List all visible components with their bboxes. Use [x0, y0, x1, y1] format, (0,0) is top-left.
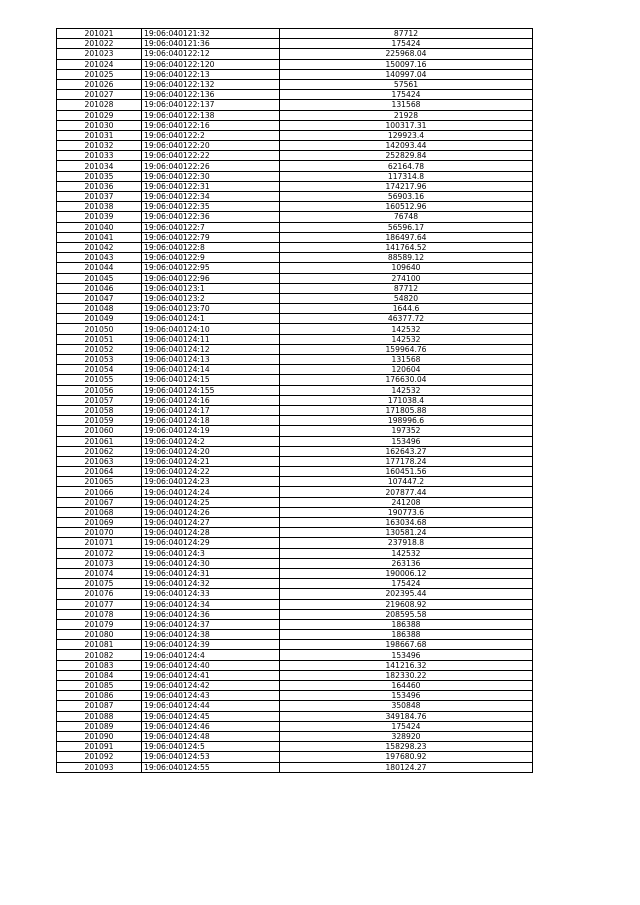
value-cell: 174217.96	[280, 181, 533, 191]
row-number-cell: 201023	[57, 49, 142, 59]
table-row	[57, 497, 533, 507]
table-row	[57, 100, 533, 110]
row-number-cell: 201072	[57, 548, 142, 558]
value-cell: 109640	[280, 263, 533, 273]
table-row	[57, 49, 533, 59]
cadastral-number-cell: 19:06:040124:46	[142, 721, 280, 731]
row-number-cell: 201050	[57, 324, 142, 334]
row-number-cell: 201078	[57, 609, 142, 619]
data-table	[56, 28, 533, 773]
value-cell: 176630.04	[280, 375, 533, 385]
table-row	[57, 242, 533, 252]
row-number-cell: 201052	[57, 344, 142, 354]
row-number-cell: 201092	[57, 752, 142, 762]
cadastral-number-cell: 19:06:040122:35	[142, 202, 280, 212]
value-cell: 21928	[280, 110, 533, 120]
cadastral-number-cell: 19:06:040122:36	[142, 212, 280, 222]
row-number-cell: 201071	[57, 538, 142, 548]
cadastral-number-cell: 19:06:040124:40	[142, 660, 280, 670]
value-cell: 130581.24	[280, 528, 533, 538]
row-number-cell: 201088	[57, 711, 142, 721]
value-cell: 142093.44	[280, 141, 533, 151]
row-number-cell: 201057	[57, 395, 142, 405]
table-row	[57, 151, 533, 161]
value-cell: 186497.64	[280, 232, 533, 242]
table-row	[57, 701, 533, 711]
cadastral-number-cell: 19:06:040124:33	[142, 589, 280, 599]
table-row	[57, 212, 533, 222]
row-number-cell: 201086	[57, 691, 142, 701]
table-row	[57, 477, 533, 487]
value-cell: 141764.52	[280, 242, 533, 252]
cadastral-number-cell: 19:06:040122:12	[142, 49, 280, 59]
row-number-cell: 201038	[57, 202, 142, 212]
cadastral-number-cell: 19:06:040124:28	[142, 528, 280, 538]
cadastral-number-cell: 19:06:040124:38	[142, 630, 280, 640]
table-row	[57, 59, 533, 69]
table-row	[57, 599, 533, 609]
row-number-cell: 201055	[57, 375, 142, 385]
table-row	[57, 395, 533, 405]
table-row	[57, 232, 533, 242]
row-number-cell: 201074	[57, 568, 142, 578]
table-row	[57, 202, 533, 212]
cadastral-number-cell: 19:06:040122:132	[142, 79, 280, 89]
cadastral-number-cell: 19:06:040124:20	[142, 446, 280, 456]
cadastral-number-cell: 19:06:040124:32	[142, 579, 280, 589]
table-row	[57, 609, 533, 619]
row-number-cell: 201027	[57, 90, 142, 100]
cadastral-number-cell: 19:06:040124:11	[142, 334, 280, 344]
cadastral-number-cell: 19:06:040122:79	[142, 232, 280, 242]
row-number-cell: 201061	[57, 436, 142, 446]
table-row	[57, 90, 533, 100]
row-number-cell: 201064	[57, 467, 142, 477]
value-cell: 142532	[280, 548, 533, 558]
row-number-cell: 201082	[57, 650, 142, 660]
row-number-cell: 201033	[57, 151, 142, 161]
table-row	[57, 579, 533, 589]
row-number-cell: 201054	[57, 365, 142, 375]
value-cell: 219608.92	[280, 599, 533, 609]
row-number-cell: 201037	[57, 192, 142, 202]
row-number-cell: 201089	[57, 721, 142, 731]
row-number-cell: 201063	[57, 456, 142, 466]
cadastral-number-cell: 19:06:040124:37	[142, 619, 280, 629]
value-cell: 159964.76	[280, 344, 533, 354]
value-cell: 162643.27	[280, 446, 533, 456]
value-cell: 171038.4	[280, 395, 533, 405]
cadastral-number-cell: 19:06:040124:36	[142, 609, 280, 619]
value-cell: 76748	[280, 212, 533, 222]
table-row	[57, 518, 533, 528]
table-row	[57, 355, 533, 365]
cadastral-number-cell: 19:06:040124:17	[142, 405, 280, 415]
cadastral-number-cell: 19:06:040122:120	[142, 59, 280, 69]
cadastral-number-cell: 19:06:040124:4	[142, 650, 280, 660]
row-number-cell: 201053	[57, 355, 142, 365]
table-row	[57, 324, 533, 334]
cadastral-number-cell: 19:06:040124:19	[142, 426, 280, 436]
table-row	[57, 344, 533, 354]
table-row	[57, 762, 533, 772]
cadastral-number-cell: 19:06:040124:39	[142, 640, 280, 650]
row-number-cell: 201028	[57, 100, 142, 110]
row-number-cell: 201039	[57, 212, 142, 222]
row-number-cell: 201034	[57, 161, 142, 171]
row-number-cell: 201042	[57, 242, 142, 252]
table-row	[57, 334, 533, 344]
table-row	[57, 731, 533, 741]
table-row	[57, 721, 533, 731]
table-row	[57, 130, 533, 140]
cadastral-number-cell: 19:06:040124:16	[142, 395, 280, 405]
table-row	[57, 110, 533, 120]
value-cell: 129923.4	[280, 130, 533, 140]
table-row	[57, 161, 533, 171]
cadastral-number-cell: 19:06:040124:23	[142, 477, 280, 487]
value-cell: 56903.16	[280, 192, 533, 202]
cadastral-number-cell: 19:06:040124:15	[142, 375, 280, 385]
cadastral-number-cell: 19:06:040122:9	[142, 253, 280, 263]
cadastral-number-cell: 19:06:040124:27	[142, 518, 280, 528]
cadastral-number-cell: 19:06:040124:21	[142, 456, 280, 466]
table-row	[57, 405, 533, 415]
cadastral-number-cell: 19:06:040124:43	[142, 691, 280, 701]
table-row	[57, 456, 533, 466]
table-row	[57, 650, 533, 660]
table-row	[57, 375, 533, 385]
row-number-cell: 201040	[57, 222, 142, 232]
cadastral-number-cell: 19:06:040124:45	[142, 711, 280, 721]
value-cell: 252829.84	[280, 151, 533, 161]
cadastral-number-cell: 19:06:040121:36	[142, 39, 280, 49]
cadastral-number-cell: 19:06:040123:2	[142, 293, 280, 303]
row-number-cell: 201083	[57, 660, 142, 670]
value-cell: 88589.12	[280, 253, 533, 263]
row-number-cell: 201076	[57, 589, 142, 599]
row-number-cell: 201043	[57, 253, 142, 263]
table-row	[57, 752, 533, 762]
row-number-cell: 201085	[57, 681, 142, 691]
table-row	[57, 141, 533, 151]
value-cell: 197680.92	[280, 752, 533, 762]
value-cell: 140997.04	[280, 69, 533, 79]
table-row	[57, 222, 533, 232]
value-cell: 120604	[280, 365, 533, 375]
table-row	[57, 742, 533, 752]
row-number-cell: 201091	[57, 742, 142, 752]
value-cell: 117314.8	[280, 171, 533, 181]
value-cell: 46377.72	[280, 314, 533, 324]
value-cell: 142532	[280, 334, 533, 344]
cadastral-number-cell: 19:06:040124:18	[142, 416, 280, 426]
value-cell: 131568	[280, 355, 533, 365]
table-row	[57, 39, 533, 49]
value-cell: 177178.24	[280, 456, 533, 466]
row-number-cell: 201032	[57, 141, 142, 151]
table-row	[57, 528, 533, 538]
table-row	[57, 467, 533, 477]
value-cell: 87712	[280, 283, 533, 293]
value-cell: 142532	[280, 324, 533, 334]
value-cell: 56596.17	[280, 222, 533, 232]
cadastral-number-cell: 19:06:040122:2	[142, 130, 280, 140]
cadastral-number-cell: 19:06:040124:155	[142, 385, 280, 395]
table-row	[57, 120, 533, 130]
cadastral-number-cell: 19:06:040124:10	[142, 324, 280, 334]
cadastral-number-cell: 19:06:040122:20	[142, 141, 280, 151]
value-cell: 153496	[280, 691, 533, 701]
value-cell: 175424	[280, 721, 533, 731]
table-row	[57, 507, 533, 517]
row-number-cell: 201081	[57, 640, 142, 650]
cadastral-number-cell: 19:06:040124:53	[142, 752, 280, 762]
table-row	[57, 69, 533, 79]
table-row	[57, 79, 533, 89]
value-cell: 274100	[280, 273, 533, 283]
value-cell: 198667.68	[280, 640, 533, 650]
table-row	[57, 619, 533, 629]
cadastral-number-cell: 19:06:040122:8	[142, 242, 280, 252]
cadastral-number-cell: 19:06:040124:55	[142, 762, 280, 772]
cadastral-number-cell: 19:06:040124:29	[142, 538, 280, 548]
value-cell: 175424	[280, 39, 533, 49]
table-row	[57, 446, 533, 456]
cadastral-number-cell: 19:06:040122:13	[142, 69, 280, 79]
row-number-cell: 201093	[57, 762, 142, 772]
value-cell: 186388	[280, 619, 533, 629]
value-cell: 349184.76	[280, 711, 533, 721]
table-row	[57, 660, 533, 670]
table-row	[57, 548, 533, 558]
value-cell: 131568	[280, 100, 533, 110]
row-number-cell: 201021	[57, 29, 142, 39]
cadastral-number-cell: 19:06:040124:14	[142, 365, 280, 375]
cadastral-number-cell: 19:06:040124:34	[142, 599, 280, 609]
row-number-cell: 201084	[57, 670, 142, 680]
cadastral-number-cell: 19:06:040124:48	[142, 731, 280, 741]
cadastral-number-cell: 19:06:040123:1	[142, 283, 280, 293]
table-row	[57, 416, 533, 426]
row-number-cell: 201060	[57, 426, 142, 436]
table-row	[57, 589, 533, 599]
row-number-cell: 201066	[57, 487, 142, 497]
table-row	[57, 273, 533, 283]
cadastral-number-cell: 19:06:040124:25	[142, 497, 280, 507]
table-row	[57, 293, 533, 303]
cadastral-number-cell: 19:06:040122:136	[142, 90, 280, 100]
cadastral-number-cell: 19:06:040124:31	[142, 568, 280, 578]
row-number-cell: 201031	[57, 130, 142, 140]
cadastral-number-cell: 19:06:040124:42	[142, 681, 280, 691]
table-row	[57, 192, 533, 202]
table-row	[57, 304, 533, 314]
cadastral-number-cell: 19:06:040124:13	[142, 355, 280, 365]
cadastral-number-cell: 19:06:040124:5	[142, 742, 280, 752]
value-cell: 186388	[280, 630, 533, 640]
table-row	[57, 29, 533, 39]
value-cell: 225968.04	[280, 49, 533, 59]
row-number-cell: 201073	[57, 558, 142, 568]
cadastral-number-cell: 19:06:040122:16	[142, 120, 280, 130]
cadastral-number-cell: 19:06:040122:30	[142, 171, 280, 181]
row-number-cell: 201087	[57, 701, 142, 711]
row-number-cell: 201070	[57, 528, 142, 538]
value-cell: 141216.32	[280, 660, 533, 670]
value-cell: 87712	[280, 29, 533, 39]
row-number-cell: 201036	[57, 181, 142, 191]
table-row	[57, 487, 533, 497]
cadastral-number-cell: 19:06:040122:138	[142, 110, 280, 120]
row-number-cell: 201058	[57, 405, 142, 415]
cadastral-number-cell: 19:06:040122:137	[142, 100, 280, 110]
value-cell: 208595.58	[280, 609, 533, 619]
table-row	[57, 711, 533, 721]
row-number-cell: 201022	[57, 39, 142, 49]
cadastral-number-cell: 19:06:040122:34	[142, 192, 280, 202]
value-cell: 54820	[280, 293, 533, 303]
row-number-cell: 201026	[57, 79, 142, 89]
table-body	[57, 29, 533, 773]
table-row	[57, 538, 533, 548]
row-number-cell: 201077	[57, 599, 142, 609]
cadastral-number-cell: 19:06:040124:30	[142, 558, 280, 568]
value-cell: 241208	[280, 497, 533, 507]
value-cell: 160512.96	[280, 202, 533, 212]
value-cell: 153496	[280, 436, 533, 446]
row-number-cell: 201035	[57, 171, 142, 181]
value-cell: 180124.27	[280, 762, 533, 772]
value-cell: 142532	[280, 385, 533, 395]
value-cell: 171805.88	[280, 405, 533, 415]
cadastral-number-cell: 19:06:040124:12	[142, 344, 280, 354]
row-number-cell: 201090	[57, 731, 142, 741]
value-cell: 175424	[280, 579, 533, 589]
table-row	[57, 640, 533, 650]
row-number-cell: 201025	[57, 69, 142, 79]
cadastral-number-cell: 19:06:040122:26	[142, 161, 280, 171]
table-row	[57, 426, 533, 436]
row-number-cell: 201068	[57, 507, 142, 517]
value-cell: 202395.44	[280, 589, 533, 599]
table-row	[57, 181, 533, 191]
value-cell: 198996.6	[280, 416, 533, 426]
row-number-cell: 201041	[57, 232, 142, 242]
table-row	[57, 558, 533, 568]
table-row	[57, 568, 533, 578]
row-number-cell: 201044	[57, 263, 142, 273]
value-cell: 150097.16	[280, 59, 533, 69]
row-number-cell: 201059	[57, 416, 142, 426]
value-cell: 182330.22	[280, 670, 533, 680]
table-row	[57, 691, 533, 701]
table-row	[57, 283, 533, 293]
cadastral-number-cell: 19:06:040124:22	[142, 467, 280, 477]
row-number-cell: 201047	[57, 293, 142, 303]
row-number-cell: 201048	[57, 304, 142, 314]
row-number-cell: 201062	[57, 446, 142, 456]
table-row	[57, 253, 533, 263]
cadastral-value-table	[56, 28, 533, 773]
row-number-cell: 201075	[57, 579, 142, 589]
row-number-cell: 201024	[57, 59, 142, 69]
cadastral-number-cell: 19:06:040122:31	[142, 181, 280, 191]
value-cell: 207877.44	[280, 487, 533, 497]
cadastral-number-cell: 19:06:040124:2	[142, 436, 280, 446]
value-cell: 57561	[280, 79, 533, 89]
value-cell: 163034.68	[280, 518, 533, 528]
table-row	[57, 314, 533, 324]
row-number-cell: 201056	[57, 385, 142, 395]
row-number-cell: 201080	[57, 630, 142, 640]
value-cell: 197352	[280, 426, 533, 436]
value-cell: 1644.6	[280, 304, 533, 314]
value-cell: 328920	[280, 731, 533, 741]
row-number-cell: 201046	[57, 283, 142, 293]
row-number-cell: 201065	[57, 477, 142, 487]
cadastral-number-cell: 19:06:040124:1	[142, 314, 280, 324]
table-row	[57, 630, 533, 640]
cadastral-number-cell: 19:06:040122:96	[142, 273, 280, 283]
table-row	[57, 365, 533, 375]
row-number-cell: 201067	[57, 497, 142, 507]
table-row	[57, 385, 533, 395]
value-cell: 190006.12	[280, 568, 533, 578]
table-row	[57, 681, 533, 691]
value-cell: 190773.6	[280, 507, 533, 517]
cadastral-number-cell: 19:06:040122:7	[142, 222, 280, 232]
value-cell: 164460	[280, 681, 533, 691]
value-cell: 160451.56	[280, 467, 533, 477]
table-row	[57, 171, 533, 181]
row-number-cell: 201079	[57, 619, 142, 629]
row-number-cell: 201049	[57, 314, 142, 324]
row-number-cell: 201030	[57, 120, 142, 130]
value-cell: 158298.23	[280, 742, 533, 752]
row-number-cell: 201069	[57, 518, 142, 528]
value-cell: 175424	[280, 90, 533, 100]
cadastral-number-cell: 19:06:040121:32	[142, 29, 280, 39]
row-number-cell: 201045	[57, 273, 142, 283]
cadastral-number-cell: 19:06:040123:70	[142, 304, 280, 314]
value-cell: 237918.8	[280, 538, 533, 548]
cadastral-number-cell: 19:06:040124:41	[142, 670, 280, 680]
cadastral-number-cell: 19:06:040122:22	[142, 151, 280, 161]
value-cell: 350848	[280, 701, 533, 711]
cadastral-number-cell: 19:06:040122:95	[142, 263, 280, 273]
value-cell: 263136	[280, 558, 533, 568]
table-row	[57, 436, 533, 446]
cadastral-number-cell: 19:06:040124:3	[142, 548, 280, 558]
cadastral-number-cell: 19:06:040124:26	[142, 507, 280, 517]
value-cell: 100317.31	[280, 120, 533, 130]
table-row	[57, 263, 533, 273]
row-number-cell: 201029	[57, 110, 142, 120]
cadastral-number-cell: 19:06:040124:24	[142, 487, 280, 497]
cadastral-number-cell: 19:06:040124:44	[142, 701, 280, 711]
row-number-cell: 201051	[57, 334, 142, 344]
value-cell: 62164.78	[280, 161, 533, 171]
table-row	[57, 670, 533, 680]
value-cell: 153496	[280, 650, 533, 660]
value-cell: 107447.2	[280, 477, 533, 487]
